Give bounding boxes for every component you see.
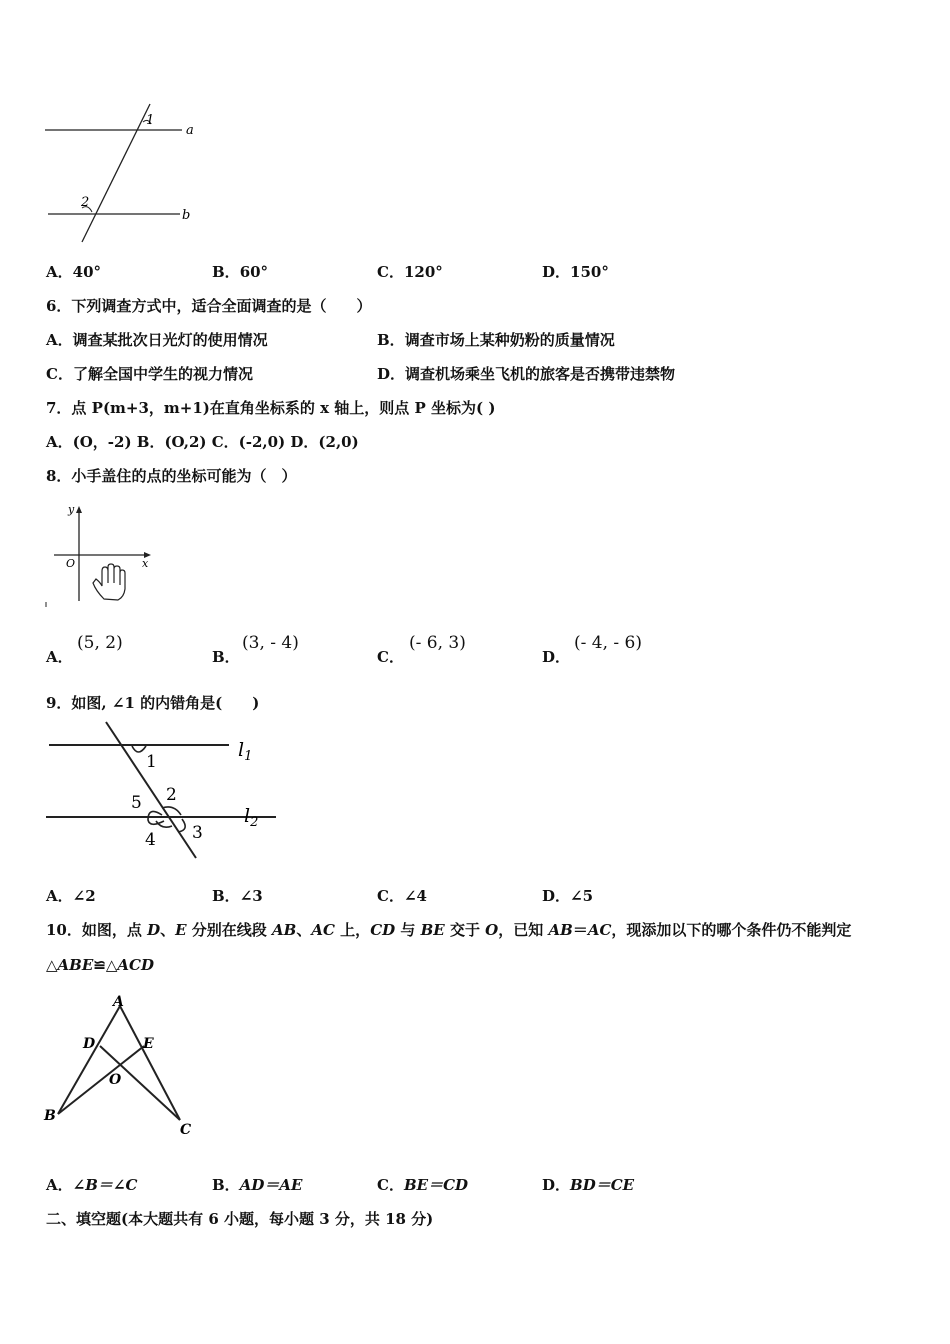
q7-options[interactable]: A．(O，-2) B．(O,2) C．(-2,0) D．(2,0) [46, 433, 359, 451]
option-text: 150° [570, 263, 609, 281]
q5-option-a[interactable] [46, 261, 101, 282]
q9-option-d[interactable] [542, 885, 593, 906]
option-text: BD＝CE [570, 1176, 635, 1194]
q8-option-c-letter[interactable]: C． [377, 648, 404, 666]
q9-stem: 9．如图, ∠1 的内错角是( ) [46, 694, 260, 712]
option-text: 40° [72, 263, 102, 281]
angle-1-label: 1 [146, 113, 155, 128]
x-axis-label: x [142, 557, 149, 570]
option-text: ∠B＝∠C [72, 1176, 138, 1194]
q10-option-d[interactable] [542, 1174, 634, 1195]
option-letter: D． [542, 887, 571, 905]
option-text: ∠5 [570, 887, 594, 905]
q5-option-c[interactable] [377, 261, 443, 282]
angle-4-arc [156, 821, 172, 827]
q5-option-d[interactable] [542, 261, 609, 282]
option-letter: B． [212, 887, 240, 905]
point-d-label: D [83, 1036, 96, 1052]
angle-5-label: 5 [131, 793, 142, 813]
q5-option-b[interactable] [212, 261, 268, 282]
angle-3-arc [178, 819, 185, 832]
angle-1-label: 1 [146, 752, 157, 772]
q6-option-d[interactable] [377, 363, 675, 384]
q7-stem: 7．点 P(m+3，m+1)在直角坐标系的 x 轴上，则点 P 坐标为( ) [46, 399, 496, 417]
option-text: 60° [239, 263, 269, 281]
option-letter: D． [542, 1176, 571, 1194]
option-letter: B． [212, 1176, 240, 1194]
q8-option-b-coord: (3, - 4) [242, 633, 299, 653]
point-o-label: O [109, 1072, 122, 1088]
option-letter: D． [377, 365, 406, 383]
q8-option-b-letter[interactable]: B． [212, 648, 240, 666]
q8-option-c-coord: (- 6, 3) [409, 633, 466, 653]
transversal [82, 104, 150, 242]
option-text: 调查某批次日光灯的使用情况 [72, 331, 268, 349]
option-letter: C． [46, 365, 73, 383]
option-letter: A． [46, 263, 73, 281]
q9-option-c[interactable] [377, 885, 427, 906]
option-letter: C． [377, 1176, 404, 1194]
option-letter: B． [377, 331, 405, 349]
option-text: 调查机场乘坐飞机的旅客是否携带违禁物 [405, 365, 676, 383]
option-text: 了解全国中学生的视力情况 [72, 365, 253, 383]
line-a-label: a [186, 123, 194, 138]
q6-stem: 6．下列调查方式中，适合全面调查的是（ ） [46, 297, 372, 315]
option-letter: A． [46, 331, 73, 349]
option-letter: B． [212, 263, 240, 281]
q8-figure [44, 503, 154, 608]
option-letter: A． [46, 887, 73, 905]
point-c-label: C [180, 1122, 192, 1138]
q9-figure [44, 718, 274, 868]
segment-ac [120, 1006, 180, 1120]
option-text: 调查市场上某种奶粉的质量情况 [404, 331, 615, 349]
line-b-label: b [182, 208, 191, 223]
option-letter: D． [542, 263, 571, 281]
y-axis-arrow [76, 506, 82, 513]
q6-option-c[interactable] [46, 363, 253, 384]
angle-1-arc [132, 746, 146, 752]
q6-option-b[interactable] [377, 329, 615, 350]
angle-3-label: 3 [192, 823, 203, 843]
option-text: AD＝AE [239, 1176, 303, 1194]
option-text: ∠3 [239, 887, 263, 905]
option-text: 120° [403, 263, 443, 281]
point-b-label: B [44, 1108, 56, 1124]
q5-figure [40, 100, 200, 245]
q10-option-a[interactable] [46, 1174, 137, 1195]
q9-option-b[interactable] [212, 885, 263, 906]
angle-2-label: 2 [166, 785, 177, 805]
q8-option-d-coord: (- 4, - 6) [574, 633, 642, 653]
point-a-label: A [113, 994, 124, 1010]
option-text: ∠2 [72, 887, 96, 905]
q10-figure [40, 992, 200, 1142]
option-text: ∠4 [403, 887, 427, 905]
q9-option-a[interactable] [46, 885, 96, 906]
q8-option-d-letter[interactable]: D． [542, 648, 571, 666]
q10-option-c[interactable] [377, 1174, 468, 1195]
q8-option-a-coord: (5, 2) [77, 633, 123, 653]
q10-stem: 10．如图，点 D、E 分别在线段 AB、AC 上，CD 与 BE 交于 O，已知 AB＝AC，现添加以下的哪个条件仍不能判定 [46, 921, 852, 939]
q10-stem-line2: △ABE≌△ACD [46, 956, 154, 974]
angle-2-label: 2 [81, 195, 90, 210]
q8-stem: 8．小手盖住的点的坐标可能为（ ） [46, 467, 297, 485]
q10-option-b[interactable] [212, 1174, 302, 1195]
segment-ab [58, 1006, 120, 1114]
section-2-title: 二、填空题(本大题共有 6 小题，每小题 3 分，共 18 分) [46, 1210, 434, 1228]
point-e-label: E [143, 1036, 154, 1052]
option-letter: C． [377, 887, 404, 905]
option-letter: A． [46, 1176, 73, 1194]
hand-icon [93, 564, 125, 600]
option-text: BE＝CD [403, 1176, 469, 1194]
option-letter: C． [377, 263, 404, 281]
origin-label: O [66, 557, 76, 570]
line-l2-label: $l_2$ [244, 805, 259, 830]
line-l1-label: $l_1$ [238, 739, 253, 764]
y-axis-label: y [68, 503, 75, 516]
q8-option-a-letter[interactable]: A． [46, 648, 73, 666]
segment-be [58, 1046, 144, 1114]
q6-option-a[interactable] [46, 329, 268, 350]
angle-4-label: 4 [145, 830, 156, 850]
